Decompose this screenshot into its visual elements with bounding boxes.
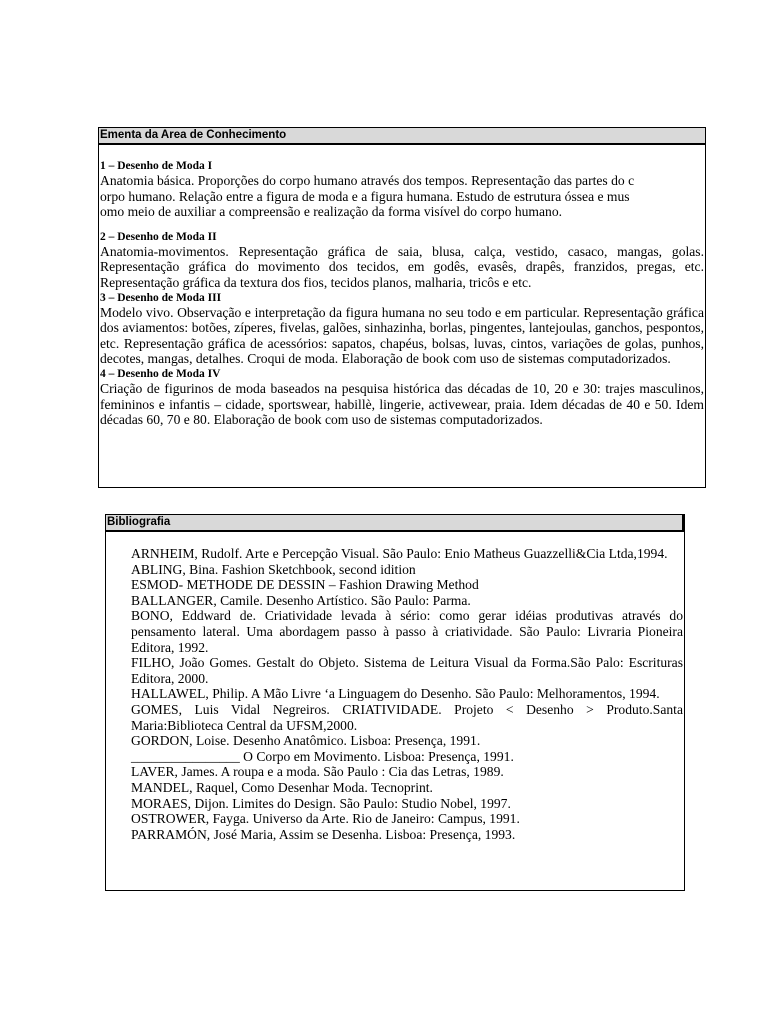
section-title: 1 – Desenho de Moda I — [100, 160, 213, 172]
bibliography-list — [131, 546, 683, 842]
bibliography-item: ________________ O Corpo em Movimento. Lisboa: Presença, 1991. — [131, 748, 514, 764]
bibliography-item: PARRAMÓN, José Maria, Assim se Desenha. Lisboa: Presença, 1993. — [131, 826, 516, 842]
section-text — [100, 173, 704, 220]
section-line: Anatomia básica. Proporções do corpo humano através dos tempos. Representação das partes do c — [100, 173, 635, 188]
bibliography-item: OSTROWER, Fayga. Universo da Arte. Rio de Janeiro: Campus, 1991. — [131, 811, 520, 827]
section-text: Criação de figurinos de moda baseados na pesquisa histórica das décadas de 10, 20 e 30: trajes masculinos, femininos e infantis – cidade, sportswear, habillè, lingerie, activewear, praia. Idem décadas de 40 e 50. Idem décadas 60, 70 e 80. Elaboração de book com uso de sistemas computadorizados. — [100, 380, 704, 428]
bibliography-item: GORDON, Loise. Desenho Anatômico. Lisboa: Presença, 1991. — [131, 733, 481, 749]
section-desenho-moda-1 — [100, 159, 704, 220]
bibliography-item: BALLANGER, Camile. Desenho Artístico. São Paulo: Parma. — [131, 592, 471, 608]
section-desenho-moda-2 — [100, 230, 704, 291]
bibliography-item: BONO, Eddward de. Criatividade levada à sério: como gerar idéias produtivas através do pensamento lateral. Uma abordagem passo à passo à criatividade. São Paulo: Livraria Pioneira Editora, 1992. — [131, 608, 683, 655]
section-text: Anatomia-movimentos. Representação gráfica de saia, blusa, calça, vestido, casaco, mangas, golas. Representação gráfica do movimento dos tecidos, em godês, evasês, drapês, franzidos, pregas, etc. Representação gráfica da textura dos fios, tecidos planos, malharia, tricôs e etc. — [100, 243, 704, 290]
section-line: orpo humano. Relação entre a figura de moda e a figura humana. Estudo de estrutura óssea e mus — [100, 188, 630, 204]
section-title: 2 – Desenho de Moda II — [100, 230, 217, 243]
bibliography-item: FILHO, João Gomes. Gestalt do Objeto. Sistema de Leitura Visual da Forma.São Palo: Escrituras Editora, 2000. — [131, 655, 683, 686]
bibliography-item: MANDEL, Raquel, Como Desenhar Moda. Tecnoprint. — [131, 779, 433, 795]
section-title: 3 – Desenho de Moda III — [100, 291, 222, 304]
bibliography-item: MORAES, Dijon. Limites do Design. São Paulo: Studio Nobel, 1997. — [131, 795, 511, 811]
section-desenho-moda-3 — [100, 291, 704, 367]
ementa-body — [99, 159, 705, 428]
section-line: omo meio de auxiliar a compreensão e realização da forma visível do corpo humano. — [100, 204, 563, 220]
section-text: Modelo vivo. Observação e interpretação da figura humana no seu todo e em particular. Representação gráfica dos aviamentos: botões, zíperes, fivelas, galões, sinhazinha, borlas, pingentes, lantejoulas, ganchos, pespontos, etc. Representação gráfica de acessórios: sapatos, chapéus, bolsas, luvas, cintos, variações de golas, punhos, decotes, mangas, detalhes. Croqui de moda. Elaboração de book com uso de sistemas computadorizados. — [100, 304, 704, 367]
bibliografia-header: Bibliografia — [106, 515, 684, 532]
ementa-header: Ementa da Area de Conhecimento — [99, 128, 705, 145]
bibliography-item: ABLING, Bina. Fashion Sketchbook, second idition — [131, 561, 416, 577]
section-title: 4 – Desenho de Moda IV — [100, 367, 221, 380]
section-desenho-moda-4 — [100, 367, 704, 428]
bibliografia-box — [105, 514, 685, 891]
bibliography-item: LAVER, James. A roupa e a moda. São Paulo : Cia das Letras, 1989. — [131, 764, 504, 780]
bibliography-item: ARNHEIM, Rudolf. Arte e Percepção Visual. São Paulo: Enio Matheus Guazzelli&Cia Ltda,1994. — [131, 546, 668, 561]
bibliography-item: HALLAWEL, Philip. A Mão Livre ‘a Linguagem do Desenho. São Paulo: Melhoramentos, 1994. — [131, 686, 660, 702]
bibliography-item: GOMES, Luis Vidal Negreiros. CRIATIVIDADE. Projeto < Desenho > Produto.Santa Maria:Biblioteca Central da UFSM,2000. — [131, 701, 683, 733]
ementa-box — [98, 127, 706, 488]
bibliography-item: ESMOD- METHODE DE DESSIN – Fashion Drawing Method — [131, 577, 479, 593]
